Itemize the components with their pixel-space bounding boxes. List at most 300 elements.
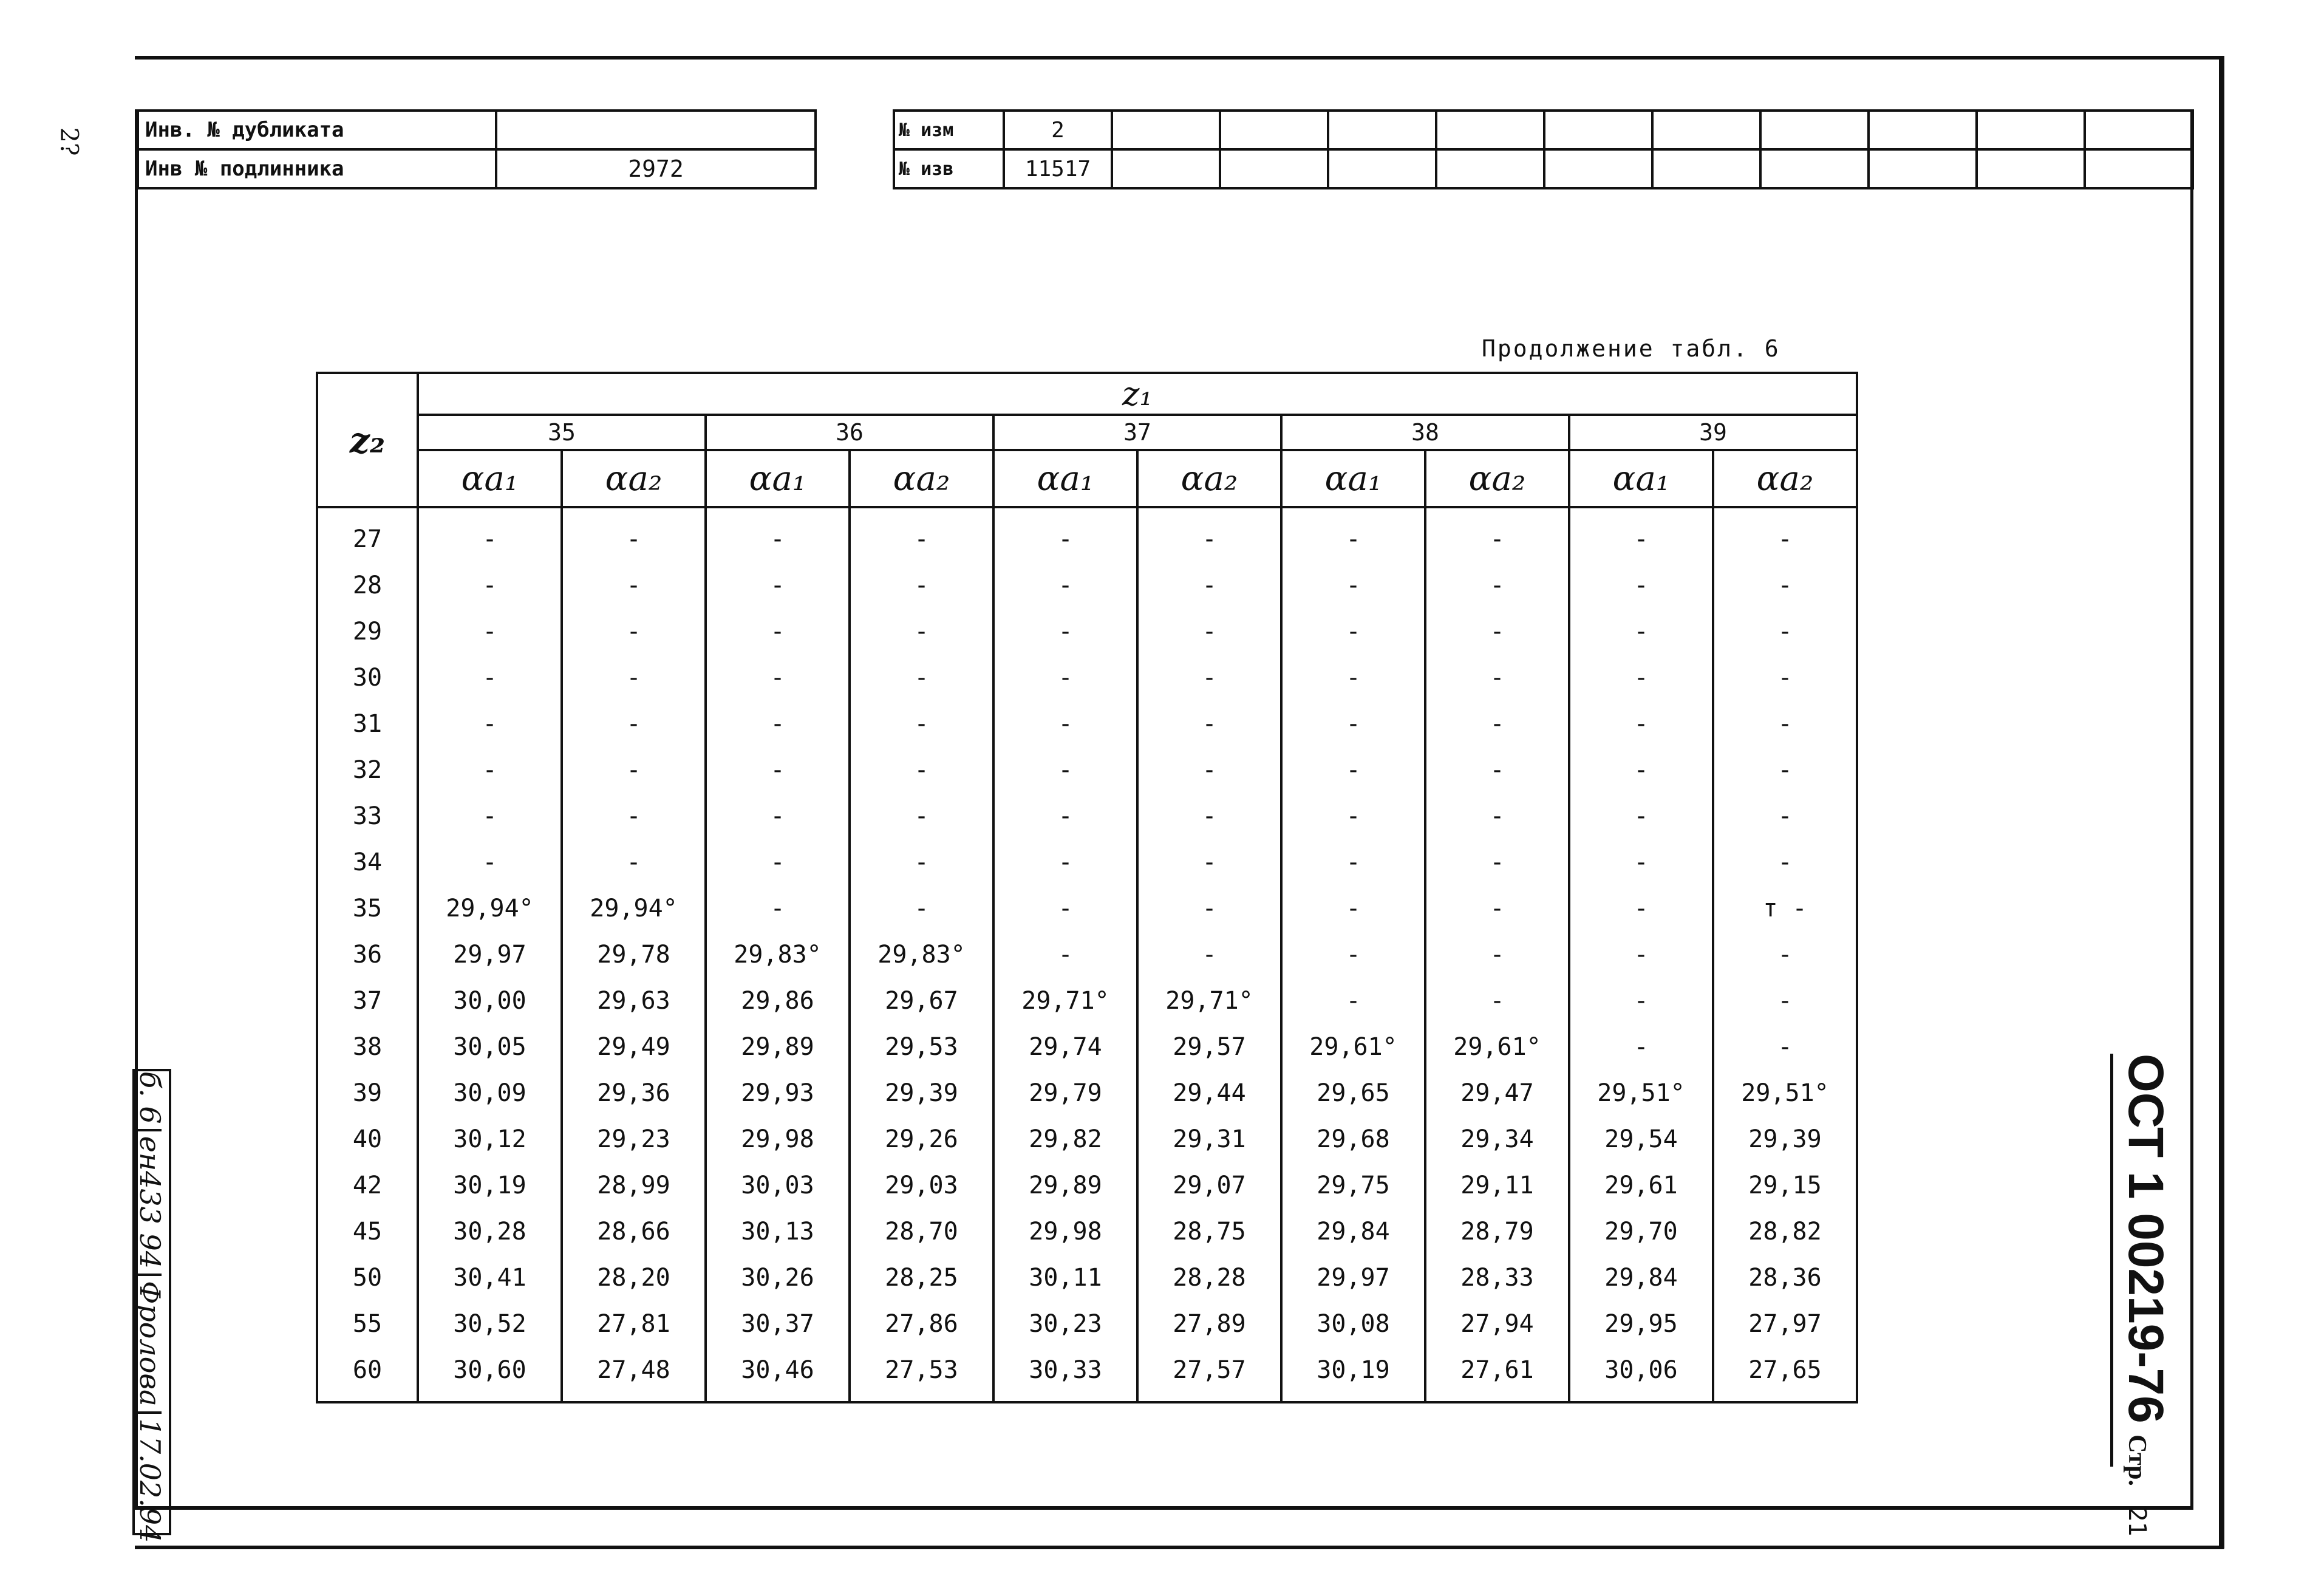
angle-value-cell: - xyxy=(1281,609,1425,655)
stamp-empty-cell xyxy=(1328,149,1436,188)
table-row xyxy=(317,1209,1857,1255)
angle-value-cell: 27,61 xyxy=(1425,1347,1569,1402)
angle-value-cell: - xyxy=(562,747,706,793)
angle-value-cell: - xyxy=(850,562,993,609)
table-row xyxy=(317,1070,1857,1116)
angle-value-cell: 29,47 xyxy=(1425,1070,1569,1116)
table-row xyxy=(317,1301,1857,1347)
angle-value-cell: - xyxy=(1569,655,1713,701)
angle-value-cell: - xyxy=(706,885,850,932)
angle-value-cell: 30,06 xyxy=(1569,1347,1713,1402)
angle-value-cell: - xyxy=(1569,1024,1713,1070)
side-stamp-divider xyxy=(134,1274,162,1276)
angle-value-cell: 29,84 xyxy=(1569,1255,1713,1301)
angle-value-cell: - xyxy=(993,562,1137,609)
angle-value-cell: 27,94 xyxy=(1425,1301,1569,1347)
table-row xyxy=(317,507,1857,562)
angle-value-cell: 27,48 xyxy=(562,1347,706,1402)
angle-value-cell: - xyxy=(562,507,706,562)
angle-value-cell: - xyxy=(418,839,562,885)
angle-value-cell: - xyxy=(1137,747,1281,793)
angle-value-cell: - xyxy=(1137,562,1281,609)
z2-value-cell: 32 xyxy=(317,747,418,793)
alpha-sub-header: αa₁ xyxy=(418,450,562,507)
angle-value-cell: 30,60 xyxy=(418,1347,562,1402)
angle-value-cell: - xyxy=(1425,655,1569,701)
z1-group-header: 36 xyxy=(706,415,993,450)
angle-value-cell: 29,75 xyxy=(1281,1162,1425,1209)
angle-value-cell: - xyxy=(1569,885,1713,932)
stamp-empty-cell xyxy=(2085,111,2193,149)
angle-value-cell: 27,89 xyxy=(1137,1301,1281,1347)
angle-value-cell: 27,97 xyxy=(1713,1301,1857,1347)
stamp-empty-cell xyxy=(1869,149,1977,188)
angle-value-cell: 30,03 xyxy=(706,1162,850,1209)
stamp-empty-cell xyxy=(1869,111,1977,149)
sub-header-row xyxy=(317,450,1857,507)
change-stamp xyxy=(893,109,2194,189)
angle-value-cell: 27,57 xyxy=(1137,1347,1281,1402)
angle-value-cell: - xyxy=(850,701,993,747)
z1-group-header: 39 xyxy=(1569,415,1857,450)
angle-value-cell: 29,31 xyxy=(1137,1116,1281,1162)
z2-value-cell: 50 xyxy=(317,1255,418,1301)
angle-value-cell: - xyxy=(993,655,1137,701)
table-row xyxy=(317,609,1857,655)
angle-value-cell: - xyxy=(1569,507,1713,562)
angle-value-cell: 28,28 xyxy=(1137,1255,1281,1301)
angle-value-cell: - xyxy=(562,839,706,885)
angle-value-cell: - xyxy=(1425,978,1569,1024)
z1-header-row xyxy=(317,373,1857,415)
angle-value-cell: - xyxy=(1713,655,1857,701)
angle-value-cell: 29,23 xyxy=(562,1116,706,1162)
stamp-value: 2 xyxy=(1004,111,1112,149)
angle-value-cell: - xyxy=(1713,978,1857,1024)
angle-value-cell: 29,86 xyxy=(706,978,850,1024)
angle-value-cell: - xyxy=(1281,701,1425,747)
angle-value-cell: 28,20 xyxy=(562,1255,706,1301)
angle-value-cell: - xyxy=(1137,839,1281,885)
angle-value-cell: - xyxy=(1425,932,1569,978)
angle-value-cell: - xyxy=(1713,507,1857,562)
angle-value-cell: - xyxy=(1569,978,1713,1024)
stamp-row xyxy=(138,149,816,188)
z2-value-cell: 33 xyxy=(317,793,418,839)
angle-value-cell: 29,98 xyxy=(706,1116,850,1162)
z2-value-cell: 45 xyxy=(317,1209,418,1255)
angle-value-cell: - xyxy=(1569,839,1713,885)
table-row xyxy=(317,1255,1857,1301)
angle-value-cell: 29,98 xyxy=(993,1209,1137,1255)
stamp-empty-cell xyxy=(1220,149,1328,188)
angle-value-cell: - xyxy=(1713,1024,1857,1070)
z1-group-header: 38 xyxy=(1281,415,1569,450)
angle-value-cell: 29,93 xyxy=(706,1070,850,1116)
z2-value-cell: 42 xyxy=(317,1162,418,1209)
angle-value-cell: - xyxy=(993,839,1137,885)
angle-value-cell: 29,94° xyxy=(562,885,706,932)
angle-value-cell: 29,51° xyxy=(1569,1070,1713,1116)
alpha-sub-header: αa₂ xyxy=(850,450,993,507)
angle-value-cell: 30,19 xyxy=(418,1162,562,1209)
z2-value-cell: 40 xyxy=(317,1116,418,1162)
angle-value-cell: - xyxy=(850,507,993,562)
side-stamp-divider xyxy=(134,1129,162,1131)
angle-value-cell: 29,61° xyxy=(1425,1024,1569,1070)
angle-value-cell: - xyxy=(1425,747,1569,793)
stamp-empty-cell xyxy=(1977,149,2085,188)
angle-value-cell: 29,39 xyxy=(1713,1116,1857,1162)
side-stamp-divider xyxy=(134,1411,162,1414)
angle-value-cell: - xyxy=(1137,932,1281,978)
angle-value-cell: - xyxy=(1281,885,1425,932)
z1-group-header: 37 xyxy=(993,415,1281,450)
angle-value-cell: - xyxy=(993,507,1137,562)
angle-value-cell: - xyxy=(993,932,1137,978)
angle-value-cell: 28,25 xyxy=(850,1255,993,1301)
angle-value-cell: - xyxy=(418,507,562,562)
angle-value-cell: 29,83° xyxy=(706,932,850,978)
z2-value-cell: 31 xyxy=(317,701,418,747)
z2-value-cell: 55 xyxy=(317,1301,418,1347)
angle-value-cell: - xyxy=(706,655,850,701)
stamp-empty-cell xyxy=(1436,149,1544,188)
stamp-label: Инв № подлинника xyxy=(138,149,496,188)
angle-value-cell: - xyxy=(1425,562,1569,609)
angle-value-cell: - xyxy=(993,609,1137,655)
angle-value-cell: - xyxy=(1713,747,1857,793)
angle-value-cell: 29,97 xyxy=(418,932,562,978)
stamp-empty-cell xyxy=(1977,111,2085,149)
alpha-sub-header: αa₂ xyxy=(562,450,706,507)
angle-value-cell: - xyxy=(1569,932,1713,978)
table-row xyxy=(317,701,1857,747)
angle-value-cell: 29,49 xyxy=(562,1024,706,1070)
angle-value-cell: - xyxy=(1281,978,1425,1024)
z2-value-cell: 35 xyxy=(317,885,418,932)
angle-value-cell: - xyxy=(1569,747,1713,793)
alpha-sub-header: αa₁ xyxy=(706,450,850,507)
angle-value-cell: - xyxy=(1425,885,1569,932)
angle-value-cell: 29,78 xyxy=(562,932,706,978)
angle-value-cell: - xyxy=(1281,793,1425,839)
angle-value-cell: 29,54 xyxy=(1569,1116,1713,1162)
alpha-sub-header: αa₁ xyxy=(993,450,1137,507)
table-row xyxy=(317,1116,1857,1162)
angle-value-cell: - xyxy=(562,562,706,609)
z2-value-cell: 38 xyxy=(317,1024,418,1070)
frame-right-line xyxy=(2219,56,2224,1549)
angle-value-cell: 29,83° xyxy=(850,932,993,978)
angle-value-cell: - xyxy=(562,793,706,839)
angle-value-cell: 29,65 xyxy=(1281,1070,1425,1116)
stamp-empty-cell xyxy=(1760,149,1869,188)
side-stamp-part: ен433 94 xyxy=(134,1136,166,1269)
angle-value-cell: - xyxy=(850,609,993,655)
angle-value-cell: 29,84 xyxy=(1281,1209,1425,1255)
angle-value-cell: - xyxy=(1425,507,1569,562)
angle-value-cell: 30,26 xyxy=(706,1255,850,1301)
table-row xyxy=(317,1347,1857,1402)
z2-value-cell: 60 xyxy=(317,1347,418,1402)
gear-angle-table xyxy=(316,372,1858,1403)
angle-value-cell: - xyxy=(1137,507,1281,562)
angle-value-cell: - xyxy=(850,655,993,701)
angle-value-cell: - xyxy=(706,747,850,793)
angle-value-cell: - xyxy=(1713,839,1857,885)
angle-value-cell: 29,89 xyxy=(706,1024,850,1070)
angle-value-cell: 29,61° xyxy=(1281,1024,1425,1070)
z1-header: z₁ xyxy=(418,373,1857,415)
angle-value-cell: - xyxy=(418,747,562,793)
angle-value-cell: - xyxy=(1425,793,1569,839)
angle-value-cell: 29,63 xyxy=(562,978,706,1024)
table-row xyxy=(317,978,1857,1024)
angle-value-cell: 30,28 xyxy=(418,1209,562,1255)
stamp-empty-cell xyxy=(2085,149,2193,188)
angle-value-cell: - xyxy=(1137,885,1281,932)
stamp-empty-cell xyxy=(1328,111,1436,149)
table-row xyxy=(317,1162,1857,1209)
angle-value-cell: - xyxy=(1137,609,1281,655)
angle-value-cell: - xyxy=(1713,793,1857,839)
stamp-row xyxy=(894,149,2193,188)
angle-value-cell: - xyxy=(1569,609,1713,655)
angle-value-cell: - xyxy=(706,609,850,655)
angle-value-cell: 29,79 xyxy=(993,1070,1137,1116)
angle-value-cell: 29,94° xyxy=(418,885,562,932)
angle-value-cell: - xyxy=(1281,932,1425,978)
angle-value-cell: 30,05 xyxy=(418,1024,562,1070)
angle-value-cell: 30,13 xyxy=(706,1209,850,1255)
angle-value-cell: - xyxy=(706,562,850,609)
stamp-label: № изв xyxy=(894,149,1004,188)
angle-value-cell: 27,65 xyxy=(1713,1347,1857,1402)
stamp-empty-cell xyxy=(1220,111,1328,149)
document-code xyxy=(2118,1054,2174,1536)
angle-value-cell: 27,81 xyxy=(562,1301,706,1347)
angle-value-cell: - xyxy=(1569,793,1713,839)
angle-value-cell: - xyxy=(993,885,1137,932)
angle-value-cell: - xyxy=(1713,609,1857,655)
angle-value-cell: - xyxy=(706,701,850,747)
angle-value-cell: 29,34 xyxy=(1425,1116,1569,1162)
stamp-value: 11517 xyxy=(1004,149,1112,188)
angle-value-cell: 29,61 xyxy=(1569,1162,1713,1209)
alpha-sub-header: αa₂ xyxy=(1137,450,1281,507)
z2-value-cell: 28 xyxy=(317,562,418,609)
angle-value-cell: 29,71° xyxy=(993,978,1137,1024)
angle-value-cell: - xyxy=(1569,562,1713,609)
angle-value-cell: - xyxy=(706,507,850,562)
angle-value-cell: - xyxy=(1281,839,1425,885)
z2-header: z₂ xyxy=(317,373,418,507)
angle-value-cell: 28,99 xyxy=(562,1162,706,1209)
side-registration-stamp xyxy=(132,1069,171,1543)
angle-value-cell: - xyxy=(418,655,562,701)
corner-mark: 2? xyxy=(55,127,83,156)
table-row xyxy=(317,655,1857,701)
angle-value-cell: 30,12 xyxy=(418,1116,562,1162)
angle-value-cell: - xyxy=(1713,932,1857,978)
angle-value-cell: 29,26 xyxy=(850,1116,993,1162)
angle-value-cell: - xyxy=(1713,701,1857,747)
angle-value-cell: 29,03 xyxy=(850,1162,993,1209)
angle-value-cell: 30,08 xyxy=(1281,1301,1425,1347)
stamp-empty-cell xyxy=(1544,111,1652,149)
angle-value-cell: 29,68 xyxy=(1281,1116,1425,1162)
angle-value-cell: - xyxy=(418,793,562,839)
angle-value-cell: 30,41 xyxy=(418,1255,562,1301)
angle-value-cell: т - xyxy=(1713,885,1857,932)
angle-value-cell: - xyxy=(850,747,993,793)
angle-value-cell: - xyxy=(850,885,993,932)
angle-value-cell: - xyxy=(993,701,1137,747)
angle-value-cell: - xyxy=(562,609,706,655)
angle-value-cell: 29,11 xyxy=(1425,1162,1569,1209)
inventory-stamp xyxy=(137,109,817,189)
angle-value-cell: - xyxy=(993,793,1137,839)
side-stamp-part: 17.02.94 xyxy=(134,1418,166,1543)
z2-value-cell: 27 xyxy=(317,507,418,562)
angle-value-cell: 28,33 xyxy=(1425,1255,1569,1301)
table-row xyxy=(317,885,1857,932)
table-row xyxy=(317,839,1857,885)
angle-value-cell: - xyxy=(1425,609,1569,655)
table-row xyxy=(317,1024,1857,1070)
angle-value-cell: 30,52 xyxy=(418,1301,562,1347)
angle-value-cell: 29,82 xyxy=(993,1116,1137,1162)
angle-value-cell: - xyxy=(850,793,993,839)
angle-value-cell: 30,23 xyxy=(993,1301,1137,1347)
angle-value-cell: - xyxy=(562,701,706,747)
doc-page-number: 21 xyxy=(2123,1507,2151,1536)
z1-group-header: 35 xyxy=(418,415,706,450)
table-row xyxy=(317,932,1857,978)
angle-value-cell: - xyxy=(1425,701,1569,747)
z2-value-cell: 29 xyxy=(317,609,418,655)
angle-value-cell: 29,74 xyxy=(993,1024,1137,1070)
frame-top-line xyxy=(135,56,2224,60)
angle-value-cell: 29,53 xyxy=(850,1024,993,1070)
z2-value-cell: 37 xyxy=(317,978,418,1024)
angle-value-cell: 30,33 xyxy=(993,1347,1137,1402)
side-stamp-part: б. 6 xyxy=(134,1071,166,1124)
angle-value-cell: 29,36 xyxy=(562,1070,706,1116)
table-row xyxy=(317,562,1857,609)
angle-value-cell: - xyxy=(1569,701,1713,747)
z2-value-cell: 39 xyxy=(317,1070,418,1116)
stamp-row xyxy=(894,111,2193,149)
stamp-label: Инв. № дубликата xyxy=(138,111,496,149)
angle-value-cell: - xyxy=(850,839,993,885)
angle-value-cell: - xyxy=(418,562,562,609)
stamp-empty-cell xyxy=(1544,149,1652,188)
angle-value-cell: 29,44 xyxy=(1137,1070,1281,1116)
angle-value-cell: 30,09 xyxy=(418,1070,562,1116)
table-row xyxy=(317,747,1857,793)
stamp-empty-cell xyxy=(1112,149,1220,188)
stamp-empty-cell xyxy=(1760,111,1869,149)
doc-page-label: Стр. xyxy=(2123,1434,2151,1486)
angle-value-cell: 29,39 xyxy=(850,1070,993,1116)
angle-value-cell: - xyxy=(1281,747,1425,793)
angle-value-cell: 29,51° xyxy=(1713,1070,1857,1116)
angle-value-cell: - xyxy=(1425,839,1569,885)
angle-value-cell: 27,53 xyxy=(850,1347,993,1402)
stamp-empty-cell xyxy=(1112,111,1220,149)
stamp-empty-cell xyxy=(1436,111,1544,149)
angle-value-cell: 29,71° xyxy=(1137,978,1281,1024)
angle-value-cell: - xyxy=(993,747,1137,793)
angle-value-cell: 29,70 xyxy=(1569,1209,1713,1255)
angle-value-cell: - xyxy=(1713,562,1857,609)
angle-value-cell: 29,15 xyxy=(1713,1162,1857,1209)
alpha-sub-header: αa₁ xyxy=(1569,450,1713,507)
group-header-row xyxy=(317,415,1857,450)
angle-value-cell: - xyxy=(418,609,562,655)
angle-value-cell: 28,75 xyxy=(1137,1209,1281,1255)
z2-value-cell: 36 xyxy=(317,932,418,978)
stamp-empty-cell xyxy=(1652,149,1760,188)
angle-value-cell: - xyxy=(706,839,850,885)
side-stamp-part: Фролова xyxy=(134,1281,166,1407)
angle-value-cell: 28,66 xyxy=(562,1209,706,1255)
angle-value-cell: 30,11 xyxy=(993,1255,1137,1301)
stamp-row xyxy=(138,111,816,149)
stamp-label: № изм xyxy=(894,111,1004,149)
table-body xyxy=(317,507,1857,1402)
angle-value-cell: - xyxy=(1281,655,1425,701)
angle-value-cell: 27,86 xyxy=(850,1301,993,1347)
angle-value-cell: - xyxy=(562,655,706,701)
stamp-value: 2972 xyxy=(496,149,816,188)
angle-value-cell: 30,19 xyxy=(1281,1347,1425,1402)
angle-value-cell: 29,97 xyxy=(1281,1255,1425,1301)
angle-value-cell: 28,82 xyxy=(1713,1209,1857,1255)
z2-value-cell: 30 xyxy=(317,655,418,701)
angle-value-cell: 30,46 xyxy=(706,1347,850,1402)
alpha-sub-header: αa₁ xyxy=(1281,450,1425,507)
alpha-sub-header: αa₂ xyxy=(1425,450,1569,507)
angle-value-cell: - xyxy=(1137,701,1281,747)
angle-value-cell: - xyxy=(1137,655,1281,701)
stamp-empty-cell xyxy=(1652,111,1760,149)
angle-value-cell: - xyxy=(1281,507,1425,562)
doc-code-rule xyxy=(2110,1054,2113,1467)
angle-value-cell: 29,07 xyxy=(1137,1162,1281,1209)
angle-value-cell: 29,67 xyxy=(850,978,993,1024)
stamp-value xyxy=(496,111,816,149)
angle-value-cell: - xyxy=(1281,562,1425,609)
doc-code-main: ОСТ 1 00219-76 xyxy=(2118,1054,2173,1424)
angle-value-cell: 29,95 xyxy=(1569,1301,1713,1347)
table-caption: Продолжение табл. 6 xyxy=(1482,335,1780,362)
table-row xyxy=(317,793,1857,839)
angle-value-cell: - xyxy=(706,793,850,839)
angle-value-cell: 28,36 xyxy=(1713,1255,1857,1301)
frame-bottom-line xyxy=(135,1546,2224,1549)
z2-value-cell: 34 xyxy=(317,839,418,885)
angle-value-cell: 28,70 xyxy=(850,1209,993,1255)
angle-value-cell: 29,57 xyxy=(1137,1024,1281,1070)
angle-value-cell: - xyxy=(1137,793,1281,839)
angle-value-cell: 30,00 xyxy=(418,978,562,1024)
angle-value-cell: 30,37 xyxy=(706,1301,850,1347)
angle-value-cell: 29,89 xyxy=(993,1162,1137,1209)
angle-value-cell: - xyxy=(418,701,562,747)
